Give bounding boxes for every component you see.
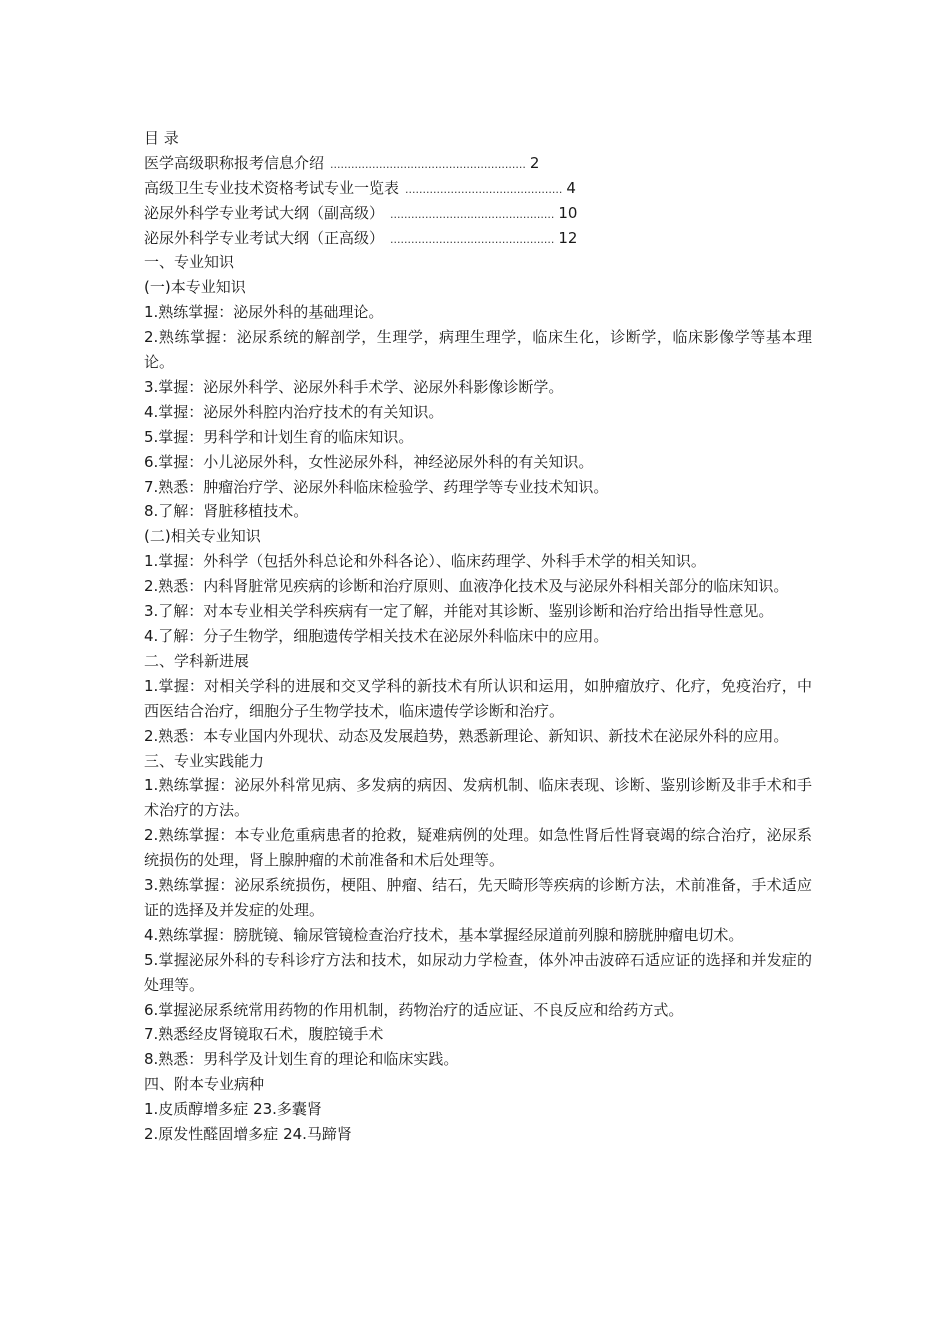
list-item: 2.熟悉：本专业国内外现状、动态及发展趋势，熟悉新理论、新知识、新技术在泌尿外科的应用。 xyxy=(144,726,789,745)
list-item: 2.原发性醛固增多症 24.马蹄肾 xyxy=(144,1125,352,1144)
toc-entry-page: 12 xyxy=(558,228,578,247)
toc-entry-page: 10 xyxy=(558,203,578,222)
list-item: 1.皮质醇增多症 23.多囊肾 xyxy=(144,1100,322,1119)
subsection-heading: (二)相关专业知识 xyxy=(144,527,261,546)
list-item: 2.熟悉：内科肾脏常见疾病的诊断和治疗原则、血液净化技术及与泌尿外科相关部分的临床知识。 xyxy=(144,577,789,596)
toc-title: 目 录 xyxy=(144,129,179,147)
toc-entry[interactable] xyxy=(144,176,812,201)
list-item: 2.熟练掌握：泌尿系统的解剖学，生理学，病理生理学，临床生化，诊断学，临床影像学等基本理论。 xyxy=(144,328,812,372)
list-item: 6.掌握泌尿系统常用药物的作用机制，药物治疗的适应证、不良反应和给药方式。 xyxy=(144,1000,684,1019)
list-item: 1.熟练掌握：泌尿外科的基础理论。 xyxy=(144,303,384,322)
toc-entry[interactable] xyxy=(144,151,812,176)
document-page xyxy=(144,126,812,1147)
list-item: 3.掌握：泌尿外科学、泌尿外科手术学、泌尿外科影像诊断学。 xyxy=(144,377,564,396)
section-heading: 二、学科新进展 xyxy=(144,651,250,670)
list-item: 8.熟悉：男科学及计划生育的理论和临床实践。 xyxy=(144,1050,459,1069)
toc-entry-leader: ............................................... xyxy=(390,232,555,246)
list-item: 4.了解：分子生物学，细胞遗传学相关技术在泌尿外科临床中的应用。 xyxy=(144,627,609,645)
toc-entry-label: 泌尿外科学专业考试大纲（副高级） xyxy=(144,203,385,222)
list-item: 7.熟悉经皮肾镜取石术，腹腔镜手术 xyxy=(144,1025,384,1044)
section-heading: 三、专业实践能力 xyxy=(144,751,265,770)
section-heading: 四、附本专业病种 xyxy=(144,1075,265,1094)
list-item: 3.熟练掌握：泌尿系统损伤，梗阻、肿瘤、结石，先天畸形等疾病的诊断方法，术前准备，手术适应证的选择及并发症的处理。 xyxy=(144,876,812,919)
list-item: 1.熟练掌握：泌尿外科常见病、多发病的病因、发病机制、临床表现、诊断、鉴别诊断及非手术和手术治疗的方法。 xyxy=(144,776,812,820)
toc-entry[interactable] xyxy=(144,201,812,226)
list-item: 4.熟练掌握：膀胱镜、输尿管镜检查治疗技术，基本掌握经尿道前列腺和膀胱肿瘤电切术。 xyxy=(144,925,744,944)
toc-entry-label: 医学高级职称报考信息介绍 xyxy=(144,153,325,172)
list-item: 3.了解：对本专业相关学科疾病有一定了解，并能对其诊断、鉴别诊断和治疗给出指导性意见。 xyxy=(144,602,774,621)
toc-entry-leader: ............................................. xyxy=(405,182,563,196)
toc-entry-leader: ............................................... xyxy=(390,207,555,221)
toc-entry[interactable] xyxy=(144,226,812,251)
list-item: 4.掌握：泌尿外科腔内治疗技术的有关知识。 xyxy=(144,402,444,421)
list-item: 7.熟悉：肿瘤治疗学、泌尿外科临床检验学、药理学等专业技术知识。 xyxy=(144,477,609,496)
toc-entry-page: 2 xyxy=(529,153,540,172)
list-item: 5.掌握：男科学和计划生育的临床知识。 xyxy=(144,427,414,446)
toc-entry-label: 泌尿外科学专业考试大纲（正高级） xyxy=(144,228,385,247)
list-item: 2.熟练掌握：本专业危重病患者的抢救，疑难病例的处理。如急性肾后性肾衰竭的综合治疗，泌尿系统损伤的处理，肾上腺肿瘤的术前准备和术后处理等。 xyxy=(144,826,812,870)
list-item: 1.掌握：对相关学科的进展和交叉学科的新技术有所认识和运用，如肿瘤放疗、化疗，免疫治疗，中西医结合治疗，细胞分子生物学技术，临床遗传学诊断和治疗。 xyxy=(144,676,812,720)
list-item: 6.掌握：小儿泌尿外科，女性泌尿外科，神经泌尿外科的有关知识。 xyxy=(144,452,594,471)
list-item: 8.了解：肾脏移植技术。 xyxy=(144,502,309,521)
list-item: 5.掌握泌尿外科的专科诊疗方法和技术，如尿动力学检查，体外冲击波碎石适应证的选择和并发症的处理等。 xyxy=(144,950,812,994)
toc-entry-page: 4 xyxy=(566,178,576,197)
toc-entry-label: 高级卫生专业技术资格考试专业一览表 xyxy=(144,178,400,197)
section-heading: 一、专业知识 xyxy=(144,253,235,272)
toc-entry-leader: ........................................................ xyxy=(330,157,526,171)
subsection-heading: (一)本专业知识 xyxy=(144,278,246,297)
list-item: 1.掌握：外科学（包括外科总论和外科各论）、临床药理学、外科手术学的相关知识。 xyxy=(144,552,706,571)
